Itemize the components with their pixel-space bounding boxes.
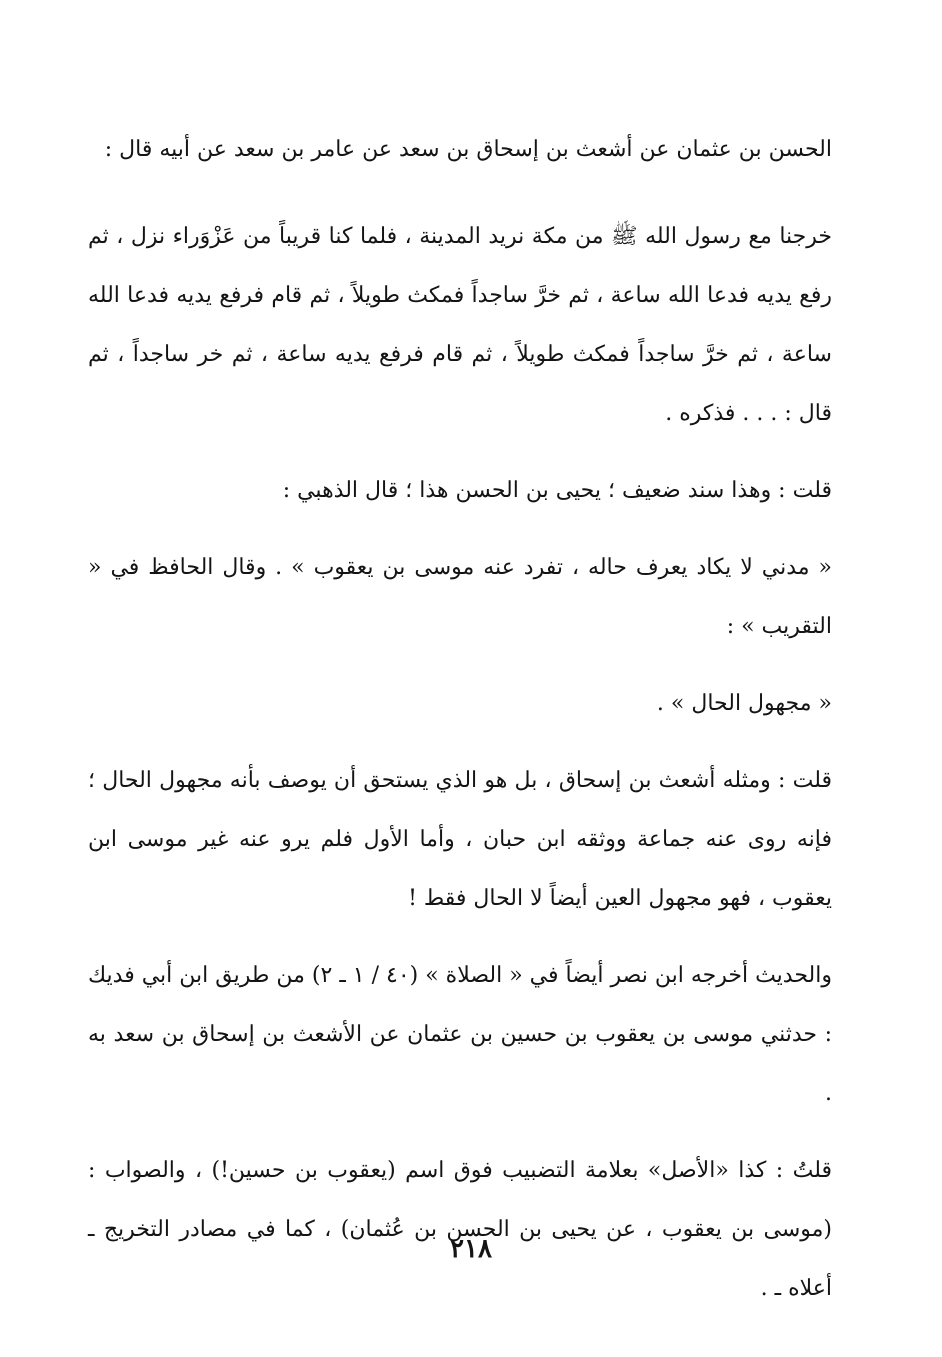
paragraph-commentary-1: قلت : وهذا سند ضعيف ؛ يحيى بن الحسن هذا ؛ قال الذهبي : <box>282 478 832 503</box>
paragraph-hadith-text: خرجنا مع رسول الله ﷺ من مكة نريد المدينة ، فلما كنا قريباً من عَزْوَراء نزل ، ثم رفع يديه فدعا الله ساعة ، ثم خرَّ ساجداً فمكث طويلاً ، ثم قام فرفع يديه فدعا الله ساعة ، ثم خرَّ ساجداً فمكث طويلاً ، ثم قام فرفع يديه ساعة ، ثم خر ساجداً ، ثم قال : . . . فذكره . <box>88 224 832 426</box>
paragraph-takhrij: والحديث أخرجه ابن نصر أيضاً في « الصلاة » (٤٠ / ١ ـ ٢) من طريق ابن أبي فديك : حدثني موسى بن يعقوب بن حسين بن عثمان عن الأشعث بن إسحاق بن سعد به . <box>88 963 832 1106</box>
paragraph-taqrib-quote: « مجهول الحال » . <box>656 691 832 716</box>
paragraph-dhahabi-quote: « مدني لا يكاد يعرف حاله ، تفرد عنه موسى بن يعقوب » . وقال الحافظ في « التقريب » : <box>88 555 832 639</box>
paragraph-commentary-2: قلت : ومثله أشعث بن إسحاق ، بل هو الذي يستحق أن يوصف بأنه مجهول الحال ؛ فإنه روى عنه جماعة ووثقه ابن حبان ، وأما الأول فلم يرو عنه غير موسى ابن يعقوب ، فهو مجهول العين أيضاً لا الحال فقط ! <box>88 768 832 911</box>
body-text <box>88 120 832 1336</box>
page-number: ٢١٨ <box>450 1234 492 1264</box>
paragraph-correction-note: قلتُ : كذا «الأصل» بعلامة التضبيب فوق اسم (يعقوب بن حسين!) ، والصواب : (موسى بن يعقوب ، عن يحيى بن الحسن بن عُثمان) ، كما في مصادر التخريج ـ أعلاه ـ . <box>88 1158 832 1301</box>
paragraph-isnad: الحسن بن عثمان عن أشعث بن إسحاق بن سعد عن عامر بن سعد عن أبيه قال : <box>104 137 832 162</box>
